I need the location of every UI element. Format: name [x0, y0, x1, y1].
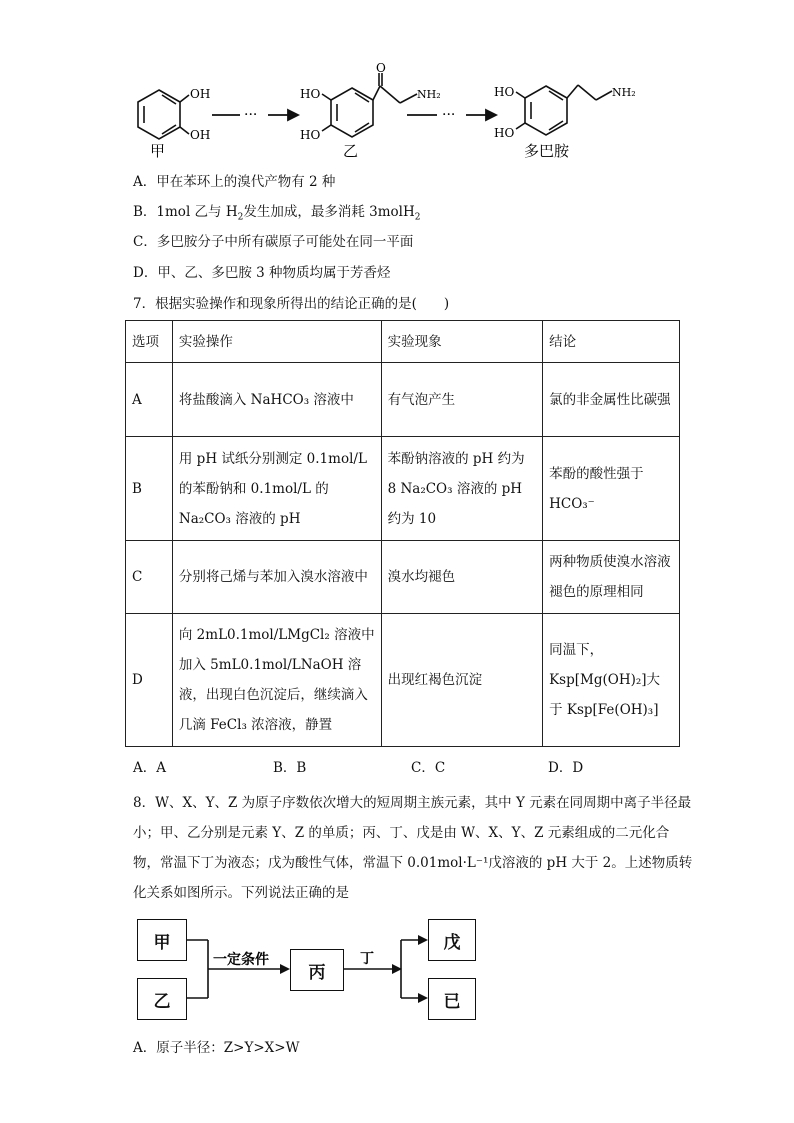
jia-oh-top: OH [190, 87, 211, 101]
flow-ding-label: 丁 [360, 951, 374, 967]
flow-box-yi: 乙 [137, 978, 187, 1020]
q7-choice-a: A．A [133, 760, 166, 776]
header-conclusion: 结论 [543, 321, 680, 363]
q6-option-d: D．甲、乙、多巴胺 3 种物质均属于芳香烃 [133, 265, 391, 281]
q6-option-b-part1: B．1mol 乙与 H [133, 204, 238, 220]
row-c-operation: 分别将己烯与苯加入溴水溶液中 [172, 541, 381, 614]
q6-option-c: C．多巴胺分子中所有碳原子可能处在同一平面 [133, 234, 414, 250]
yi-oxygen: O [376, 61, 386, 75]
q6-option-b-sub2: 2 [414, 212, 421, 223]
jia-oh-bottom: OH [190, 128, 211, 142]
q8-stem: 8．W、X、Y、Z 为原子序数依次增大的短周期主族元素，其中 Y 元素在同周期中离子半径最小；甲、乙分别是元素 Y、Z 的单质；丙、丁、戊是由 W、X、Y、Z 元素组成的二元化合物，常温下丁为液态；戊为酸性气体，常温下 0.01mol·L⁻¹戊溶液的 pH 大于 2。上述物质转化关系如图所示。下列说法正确的是 [133, 795, 693, 901]
yi-ho-top: HO [300, 87, 321, 101]
jia-label: 甲 [150, 142, 166, 160]
yi-label: 乙 [343, 142, 359, 160]
row-a-phenomenon: 有气泡产生 [381, 363, 543, 437]
row-a-operation: 将盐酸滴入 NaHCO₃ 溶液中 [172, 363, 381, 437]
arrow-1-dots: ··· [244, 107, 258, 123]
row-c-phenomenon: 溴水均褪色 [381, 541, 543, 614]
row-b-conclusion: 苯酚的酸性强于 HCO₃⁻ [543, 437, 680, 541]
header-option: 选项 [126, 321, 173, 363]
flow-box-jia: 甲 [137, 919, 187, 961]
dopamine-ho-top: HO [494, 85, 515, 99]
dopamine-nh2: NH₂ [612, 86, 636, 99]
yi-nh2: NH₂ [417, 88, 441, 101]
arrow-2-dots: ··· [442, 107, 456, 123]
header-phenomenon: 实验现象 [381, 321, 543, 363]
row-d-option: D [126, 614, 173, 747]
row-b-option: B [126, 437, 173, 541]
row-d-phenomenon: 出现红褐色沉淀 [381, 614, 543, 747]
q6-option-b-part2: 发生加成，最多消耗 3molH [243, 204, 415, 220]
q6-option-b-sub1: 2 [237, 212, 244, 223]
flow-box-ji: 已 [428, 978, 476, 1020]
dopamine-label: 多巴胺 [524, 142, 570, 160]
flow-box-bing: 丙 [290, 949, 344, 991]
flow-condition-label: 一定条件 [213, 952, 269, 968]
q7-choice-d: D．D [548, 760, 584, 776]
row-c-conclusion: 两种物质使溴水溶液褪色的原理相同 [543, 541, 680, 614]
header-operation: 实验操作 [172, 321, 381, 363]
yi-ho-bottom: HO [300, 128, 321, 142]
row-d-operation: 向 2mL0.1mol/LMgCl₂ 溶液中加入 5mL0.1mol/LNaOH 溶液，出现白色沉淀后，继续滴入几滴 FeCl₃ 浓溶液，静置 [172, 614, 381, 747]
row-d-conclusion: 同温下，Ksp[Mg(OH)₂]大于 Ksp[Fe(OH)₃] [543, 614, 680, 747]
q7-stem: 7．根据实验操作和现象所得出的结论正确的是( ) [133, 296, 450, 312]
row-c-option: C [126, 541, 173, 614]
row-a-conclusion: 氯的非金属性比碳强 [543, 363, 680, 437]
q8-option-a: A．原子半径：Z>Y>X>W [133, 1040, 300, 1056]
row-b-operation: 用 pH 试纸分别测定 0.1mol/L 的苯酚钠和 0.1mol/L 的 Na₂CO₃ 溶液的 pH [172, 437, 381, 541]
q7-choice-c: C．C [411, 760, 446, 776]
dopamine-ho-bottom: HO [494, 126, 515, 140]
flow-box-wu: 戊 [428, 919, 476, 961]
q7-choice-b: B．B [273, 760, 307, 776]
q6-option-a: A．甲在苯环上的溴代产物有 2 种 [133, 174, 336, 190]
row-b-phenomenon: 苯酚钠溶液的 pH 约为 8 Na₂CO₃ 溶液的 pH 约为 10 [381, 437, 543, 541]
row-a-option: A [126, 363, 173, 437]
